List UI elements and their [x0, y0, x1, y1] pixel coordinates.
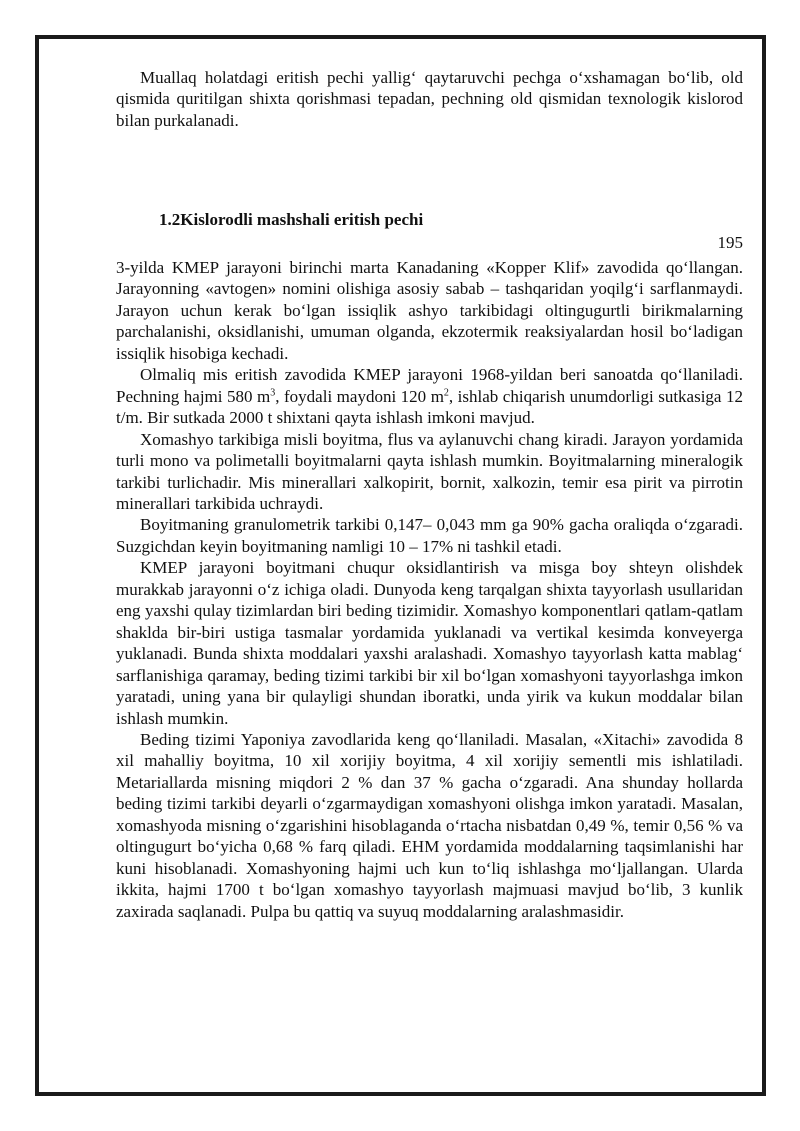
superscript-square: 2 — [443, 387, 449, 399]
paragraph-3: Xomashyo tarkibiga misli boyitma, flus va aylanuvchi chang kiradi. Jarayon yordamida turli mono va polimetalli boyitmalarni qayta ishlash mumkin. Boyitmalarning mineralogik tarkibi turlichadir. Mis minerallari xalkopirit, bornit, xalkozin, temir esa pirit va pirrotin minerallari tarkibida uchraydi. — [116, 429, 743, 513]
superscript-cubic: 3 — [270, 387, 276, 399]
paragraph-2 — [116, 364, 743, 428]
paragraph-2-part-a: Olmaliq mis eritish zavodida KMEP jarayoni 1968-yildan beri sanoatda qo‘llaniladi. Pechning hajmi 580 m — [116, 365, 743, 406]
paragraph-1: 3-yilda KMEP jarayoni birinchi marta Kanadaning «Kopper Klif» zavodida qo‘llangan. Jarayonning «avtogen» nomini olishiga asosiy sabab – tashqaridan yoqilg‘i sarflanmaydi. Jarayon uchun kerak bo‘lgan issiqlik ashyo tarkibidagi oltingugurtli birikmalarning parchalanishi, oksidlanishi, umuman olganda, ekzotermik reaksiyalardan hosil bo‘ladigan issiqlik hisobiga kechadi. — [116, 258, 743, 363]
page-number: 195 — [717, 233, 743, 252]
paragraph-4: Boyitmaning granulometrik tarkibi 0,147– 0,043 mm ga 90% gacha oraliqda o‘zgaradi. Suzgichdan keyin boyitmaning namligi 10 – 17% ni tashkil etadi. — [116, 515, 743, 556]
intro-paragraph: Muallaq holatdagi eritish pechi yallig‘ qaytaruvchi pechga o‘xshamagan bo‘lib, old qismida quritilgan shixta qorishmasi tepadan, pechning old qismidan texnologik kislorod bilan purkalanadi. — [116, 68, 743, 130]
paragraph-6: Beding tizimi Yaponiya zavodlarida keng qo‘llaniladi. Masalan, «Xitachi» zavodida 8 xil mahalliy boyitma, 10 xil xorijiy boyitma, 4 xil xorijiy sementli mis ishlatiladi. Metariallarda misning miqdori 2 % dan 37 % gacha o‘zgaradi. Ana shunday hollarda beding tizimi tarkibi deyarli o‘zgarmaydigan xomashyoni olishga imkon yaratadi. Masalan, xomashyoda misning o‘zgarishini hisoblaganda o‘rtacha nisbatdan 0,49 %, temir 0,56 % va oltingugurt bo‘yicha 0,68 % farq qiladi. EHM yordamida moddalarning taqsimlanishi har kuni hisoblanadi. Xomashyoning hajmi uch kun to‘liq ishlashga mo‘ljallangan. Ularda ikkita, hajmi 1700 t bo‘lgan xomashyo tayyorlash majmuasi mavjud bo‘lib, 3 kunlik zaxirada saqlanadi. Pulpa bu qattiq va suyuq moddalarning aralashmasidir. — [116, 729, 743, 921]
paragraph-2-part-b: , foydali maydoni 120 m — [275, 386, 444, 406]
paragraph-2-part-c: , ishlab chiqarish unumdorligi sutkasiga 12 t/m. Bir sutkada 2000 t shixtani qayta ishlash imkoni mavjud. — [116, 386, 743, 428]
body-text — [116, 257, 743, 922]
section-heading: 1.2Kislorodli mashshali eritish pechi — [159, 210, 424, 229]
paragraph-5: KMEP jarayoni boyitmani chuqur oksidlantirish va misga boy shteyn olishdek murakkab jarayonni o‘z ichiga oladi. Dunyoda keng tarqalgan shixta tayyorlash usullaridan eng yaxshi qulay tizimlardan biri beding tizimidir. Xomashyo komponentlari qatlam-qatlam shaklda bir-biri ustiga tasmalar yordamida yuklanadi va vertikal kesimda konveyerga yuklanadi. Bunda shixta moddalari yaxshi aralashadi. Xomashyo tayyorlash katta mablag‘ sarflanishiga qaramay, beding tizimi tarkibi bir xil bo‘lgan xomashyoni tayyorlashga imkon yaratadi, uning yana bir qulayligi shundan iboratki, unda yirik va kukun moddalar bilan ishlash mumkin. — [116, 558, 743, 728]
intro-block — [116, 67, 743, 131]
